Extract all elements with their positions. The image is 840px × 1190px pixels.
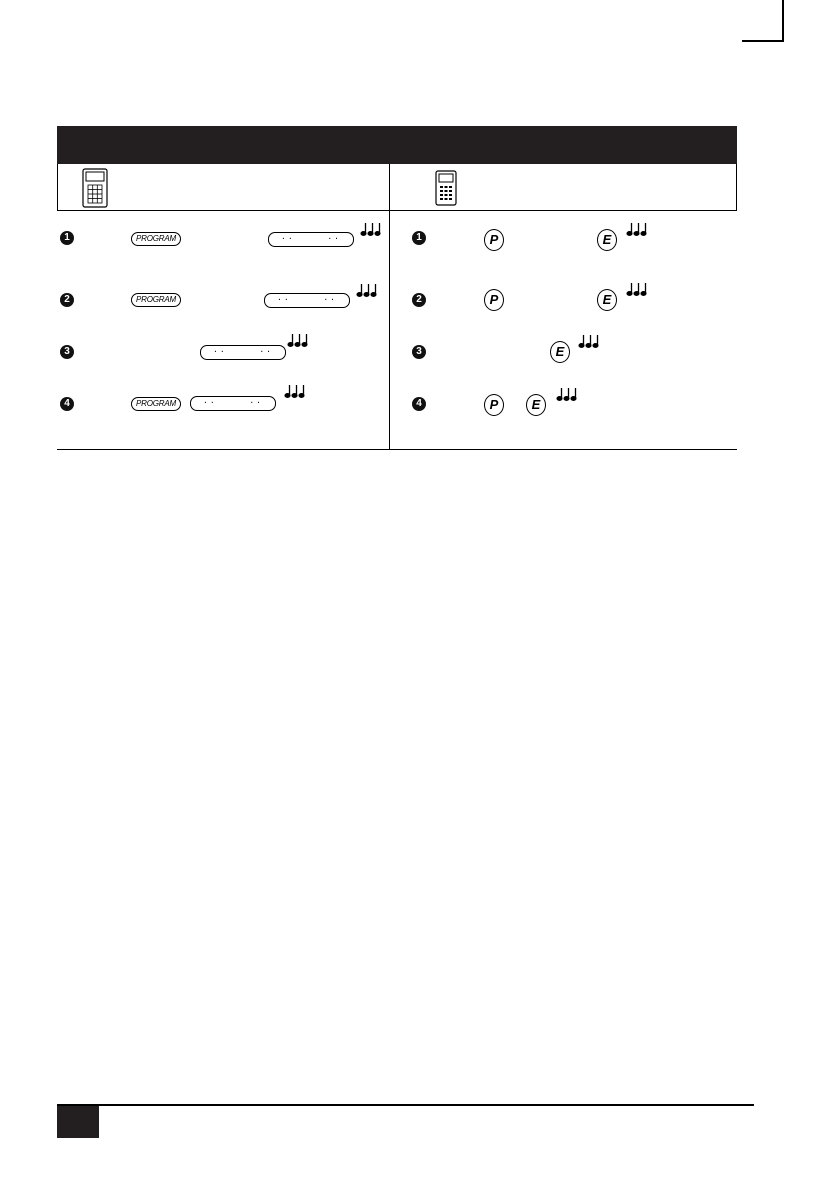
table-bottom-rule	[57, 449, 737, 450]
step-number-2: 2	[412, 293, 426, 307]
three-beeps-icon	[626, 282, 648, 296]
p-key: P	[484, 394, 504, 416]
three-beeps-icon	[356, 283, 378, 297]
e-key: E	[597, 289, 617, 311]
step-number-3: 3	[412, 345, 426, 359]
remote-keypad-icon	[435, 170, 457, 206]
e-key: E	[597, 229, 617, 251]
step-number-4: 4	[60, 397, 74, 411]
three-beeps-icon	[287, 333, 309, 347]
page-number-block	[57, 1106, 99, 1138]
three-beeps-icon	[360, 222, 382, 236]
program-key: PROGRAM	[131, 232, 181, 246]
step-number-2: 2	[60, 293, 74, 307]
table-header-bar	[57, 126, 737, 164]
display-field: ·· ··	[268, 232, 354, 247]
three-beeps-icon	[578, 334, 600, 348]
step-number-3: 3	[60, 345, 74, 359]
three-beeps-icon	[626, 222, 648, 236]
footer-rule	[57, 1104, 754, 1106]
column-divider-header	[389, 164, 390, 210]
e-key: E	[526, 394, 546, 416]
step-number-1: 1	[60, 231, 74, 245]
e-key: E	[550, 341, 570, 363]
three-beeps-icon	[556, 387, 578, 401]
three-beeps-icon	[284, 384, 306, 398]
p-key: P	[484, 229, 504, 251]
display-field: ·· ··	[200, 345, 286, 360]
corner-bracket-vertical	[782, 0, 784, 42]
program-key: PROGRAM	[131, 293, 181, 307]
keypad-with-display-icon	[82, 168, 108, 208]
display-field: ·· ··	[264, 293, 350, 308]
step-number-1: 1	[412, 231, 426, 245]
step-number-4: 4	[412, 397, 426, 411]
display-field: ·· ··	[190, 396, 276, 411]
column-divider	[389, 211, 390, 449]
p-key: P	[484, 289, 504, 311]
program-key: PROGRAM	[131, 397, 181, 411]
corner-bracket-horizontal	[742, 40, 784, 42]
